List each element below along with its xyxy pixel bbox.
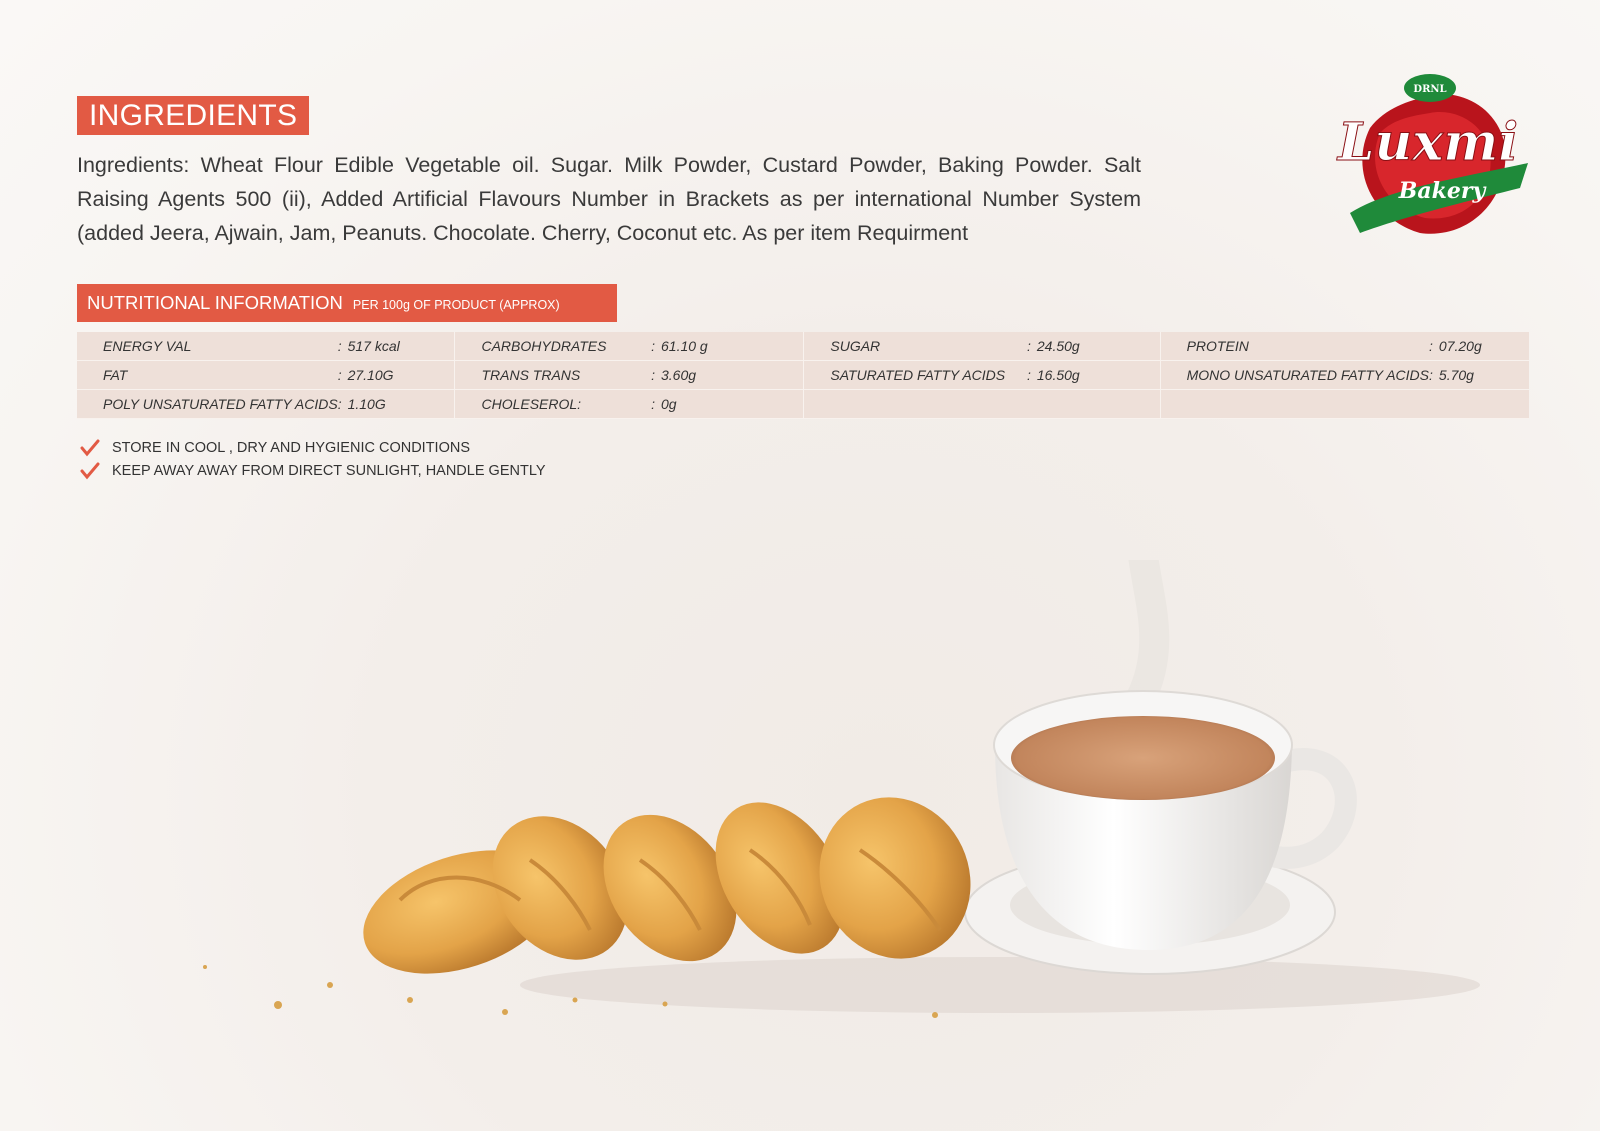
logo-top-text: DRNL [1413,84,1447,95]
nutrient-label: CARBOHYDRATES [455,332,651,361]
nutrient-label: MONO UNSATURATED FATTY ACIDS [1160,361,1429,390]
nutrient-label: TRANS TRANS [455,361,651,390]
checkmark-icon [80,462,100,480]
table-row [77,332,1529,361]
nutrient-value: : 16.50g [1027,361,1160,390]
nutrient-label: ENERGY VAL [77,332,338,361]
storage-notes [80,436,546,482]
table-row [77,361,1529,390]
nutrient-value: : 0g [651,390,804,419]
nutrient-value [1429,390,1529,419]
nutrient-label: SATURATED FATTY ACIDS [804,361,1027,390]
luxmi-bakery-logo [1330,68,1530,240]
nutrient-value: : 1.10G [338,390,455,419]
nutrient-label: POLY UNSATURATED FATTY ACIDS [77,390,338,419]
nutrition-title: NUTRITIONAL INFORMATION [87,292,343,313]
nutrient-value: : 5.70g [1429,361,1529,390]
list-item [80,459,546,482]
nutrient-label: SUGAR [804,332,1027,361]
logo-sub-text: Bakery [1398,178,1486,204]
nutrient-value: : 27.10G [338,361,455,390]
nutrient-value: : 24.50g [1027,332,1160,361]
nutrient-value: : 07.20g [1429,332,1529,361]
checkmark-icon [80,439,100,457]
cookies-and-tea-image [0,560,1600,1131]
nutrient-label: PROTEIN [1160,332,1429,361]
ingredients-text: Ingredients: Wheat Flour Edible Vegetable oil. Sugar. Milk Powder, Custard Powder, Baking Powder. Salt Raising Agents 500 (ii), Added Artificial Flavours Number in Brackets as per international Number System (added Jeera, Ajwain, Jam, Peanuts. Chocolate. Cherry, Coconut etc. As per item Requirment [77,153,1141,245]
nutrient-value: : 3.60g [651,361,804,390]
note-text: KEEP AWAY AWAY FROM DIRECT SUNLIGHT, HANDLE GENTLY [112,462,546,479]
list-item [80,436,546,459]
nutrition-subtitle: PER 100g OF PRODUCT (APPROX) [352,297,560,312]
nutrient-label [1160,390,1429,419]
nutrient-label [804,390,1027,419]
nutrient-value [1027,390,1160,419]
nutrient-value: : 517 kcal [338,332,455,361]
nutrition-table [77,332,1529,419]
ingredients-heading: INGREDIENTS [77,96,309,135]
nutrient-label: FAT [77,361,338,390]
nutrient-value: : 61.10 g [651,332,804,361]
nutrition-heading [77,284,617,322]
table-row [77,390,1529,419]
nutrient-label: CHOLESEROL: [455,390,651,419]
logo-name-text: Luxmi [1337,112,1519,173]
note-text: STORE IN COOL , DRY AND HYGIENIC CONDITIONS [112,439,470,456]
